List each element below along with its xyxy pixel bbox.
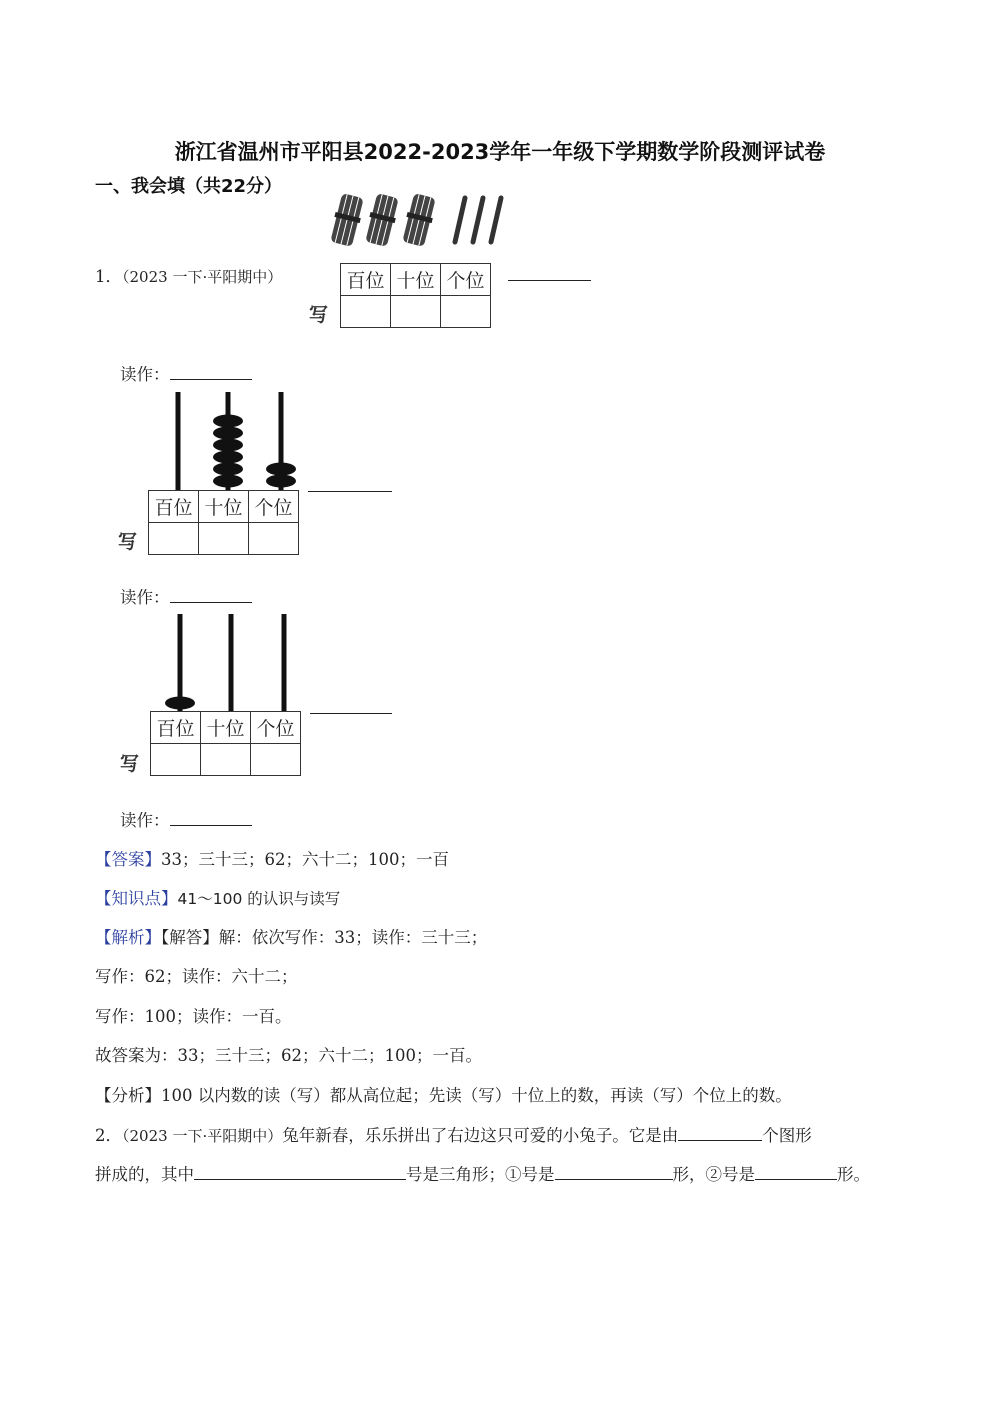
q2-text: 形。 xyxy=(837,1165,870,1184)
abacus-bead-tens xyxy=(213,475,243,488)
header-hundreds: 百位 xyxy=(151,712,201,744)
header-hundreds: 百位 xyxy=(149,491,199,523)
header-ones: 个位 xyxy=(251,712,301,744)
write-blank-2[interactable] xyxy=(308,491,392,492)
abacus-bead-hundreds xyxy=(165,697,195,710)
abacus-bead-tens xyxy=(213,451,243,464)
header-ones: 个位 xyxy=(441,264,491,296)
abacus-bead-ones xyxy=(266,475,296,488)
abacus-bead-tens xyxy=(213,463,243,476)
write-blank-1[interactable] xyxy=(508,280,591,281)
header-tens: 十位 xyxy=(199,491,249,523)
analysis-line: 写作：100；读作：一百。 xyxy=(95,1007,292,1026)
answer-cell-hundreds[interactable] xyxy=(149,523,199,555)
stick-bundles-figure xyxy=(325,190,515,252)
q2-number: 2． xyxy=(95,1126,122,1145)
answer-tag: 【答案】 xyxy=(95,850,161,869)
place-value-table-2 xyxy=(148,490,299,555)
read-blank-2[interactable] xyxy=(170,587,252,603)
read-label: 读作： xyxy=(120,365,170,384)
write-label: 写 xyxy=(118,531,138,553)
stick-bundle xyxy=(328,193,365,248)
abacus-bead-tens xyxy=(213,439,243,452)
knowledge-row xyxy=(95,885,340,909)
abacus-bead-ones xyxy=(266,463,296,476)
read-row-2 xyxy=(120,584,252,608)
answer-cell-hundreds[interactable] xyxy=(151,744,201,776)
single-stick xyxy=(491,198,501,242)
q2-text: 兔年新春，乐乐拼出了右边这只可爱的小兔子。它是由 xyxy=(282,1126,679,1145)
page-title: 浙江省温州市平阳县2022-2023学年一年级下学期数学阶段测评试卷 xyxy=(174,140,826,164)
answer-cell-tens[interactable] xyxy=(391,296,441,328)
write-label: 写 xyxy=(120,753,140,775)
stick-bundle xyxy=(400,193,437,248)
q2-row-2 xyxy=(95,1161,870,1185)
answer-cell-hundreds[interactable] xyxy=(341,296,391,328)
q2-row-1 xyxy=(95,1122,812,1146)
header-hundreds: 百位 xyxy=(341,264,391,296)
analysis-line: 【解答】解：依次写作：33；读作：三十三； xyxy=(161,928,488,947)
header-tens: 十位 xyxy=(391,264,441,296)
section-heading: 一、我会填（共22分） xyxy=(95,176,283,197)
q1-number: 1． xyxy=(95,267,122,286)
read-label: 读作： xyxy=(120,811,170,830)
q2-blank-shape-2[interactable] xyxy=(755,1164,837,1180)
write-label: 写 xyxy=(309,304,329,326)
header-ones: 个位 xyxy=(249,491,299,523)
q1-header xyxy=(95,263,282,287)
read-blank-3[interactable] xyxy=(170,810,252,826)
q2-source: （2023 一下·平阳期中） xyxy=(122,1127,283,1145)
read-row-3 xyxy=(120,807,252,831)
header-tens: 十位 xyxy=(201,712,251,744)
single-stick xyxy=(473,198,483,242)
answer-text: 33；三十三；62；六十二；100；一百 xyxy=(161,850,449,869)
q2-text: 号是三角形；①号是 xyxy=(406,1165,555,1184)
knowledge-tag: 【知识点】 xyxy=(95,889,178,908)
q2-text: 个图形 xyxy=(762,1126,812,1145)
q2-text: 拼成的，其中 xyxy=(95,1165,194,1184)
read-label: 读作： xyxy=(120,588,170,607)
q2-text: 形，②号是 xyxy=(672,1165,755,1184)
write-blank-3[interactable] xyxy=(310,713,392,714)
read-row-1 xyxy=(120,361,252,385)
stick-bundle xyxy=(363,193,400,248)
abacus-figure-3 xyxy=(150,612,310,712)
place-value-table-1 xyxy=(340,263,491,328)
analysis-line: 【分析】100 以内数的读（写）都从高位起；先读（写）十位上的数，再读（写）个位上的数。 xyxy=(95,1086,792,1105)
abacus-figure-2 xyxy=(148,390,308,490)
analysis-line: 故答案为：33；三十三；62；六十二；100；一百。 xyxy=(95,1046,482,1065)
analysis-line: 写作：62；读作：六十二； xyxy=(95,967,298,986)
q1-source: （2023 一下·平阳期中） xyxy=(122,268,283,286)
answer-cell-ones[interactable] xyxy=(249,523,299,555)
q2-blank-shape-1[interactable] xyxy=(555,1164,673,1180)
q2-blank-count[interactable] xyxy=(678,1125,762,1141)
abacus-bead-tens xyxy=(213,415,243,428)
q2-blank-triangles[interactable] xyxy=(194,1164,406,1180)
answer-cell-tens[interactable] xyxy=(201,744,251,776)
abacus-bead-tens xyxy=(213,427,243,440)
analysis-row-1 xyxy=(95,924,487,948)
place-value-table-3 xyxy=(150,711,301,776)
answer-cell-ones[interactable] xyxy=(441,296,491,328)
read-blank-1[interactable] xyxy=(170,364,252,380)
analysis-tag: 【解析】 xyxy=(95,928,161,947)
single-stick xyxy=(455,198,465,242)
knowledge-text: 41～100 的认识与读写 xyxy=(177,890,341,908)
answer-cell-ones[interactable] xyxy=(251,744,301,776)
answer-cell-tens[interactable] xyxy=(199,523,249,555)
answer-row xyxy=(95,846,449,870)
